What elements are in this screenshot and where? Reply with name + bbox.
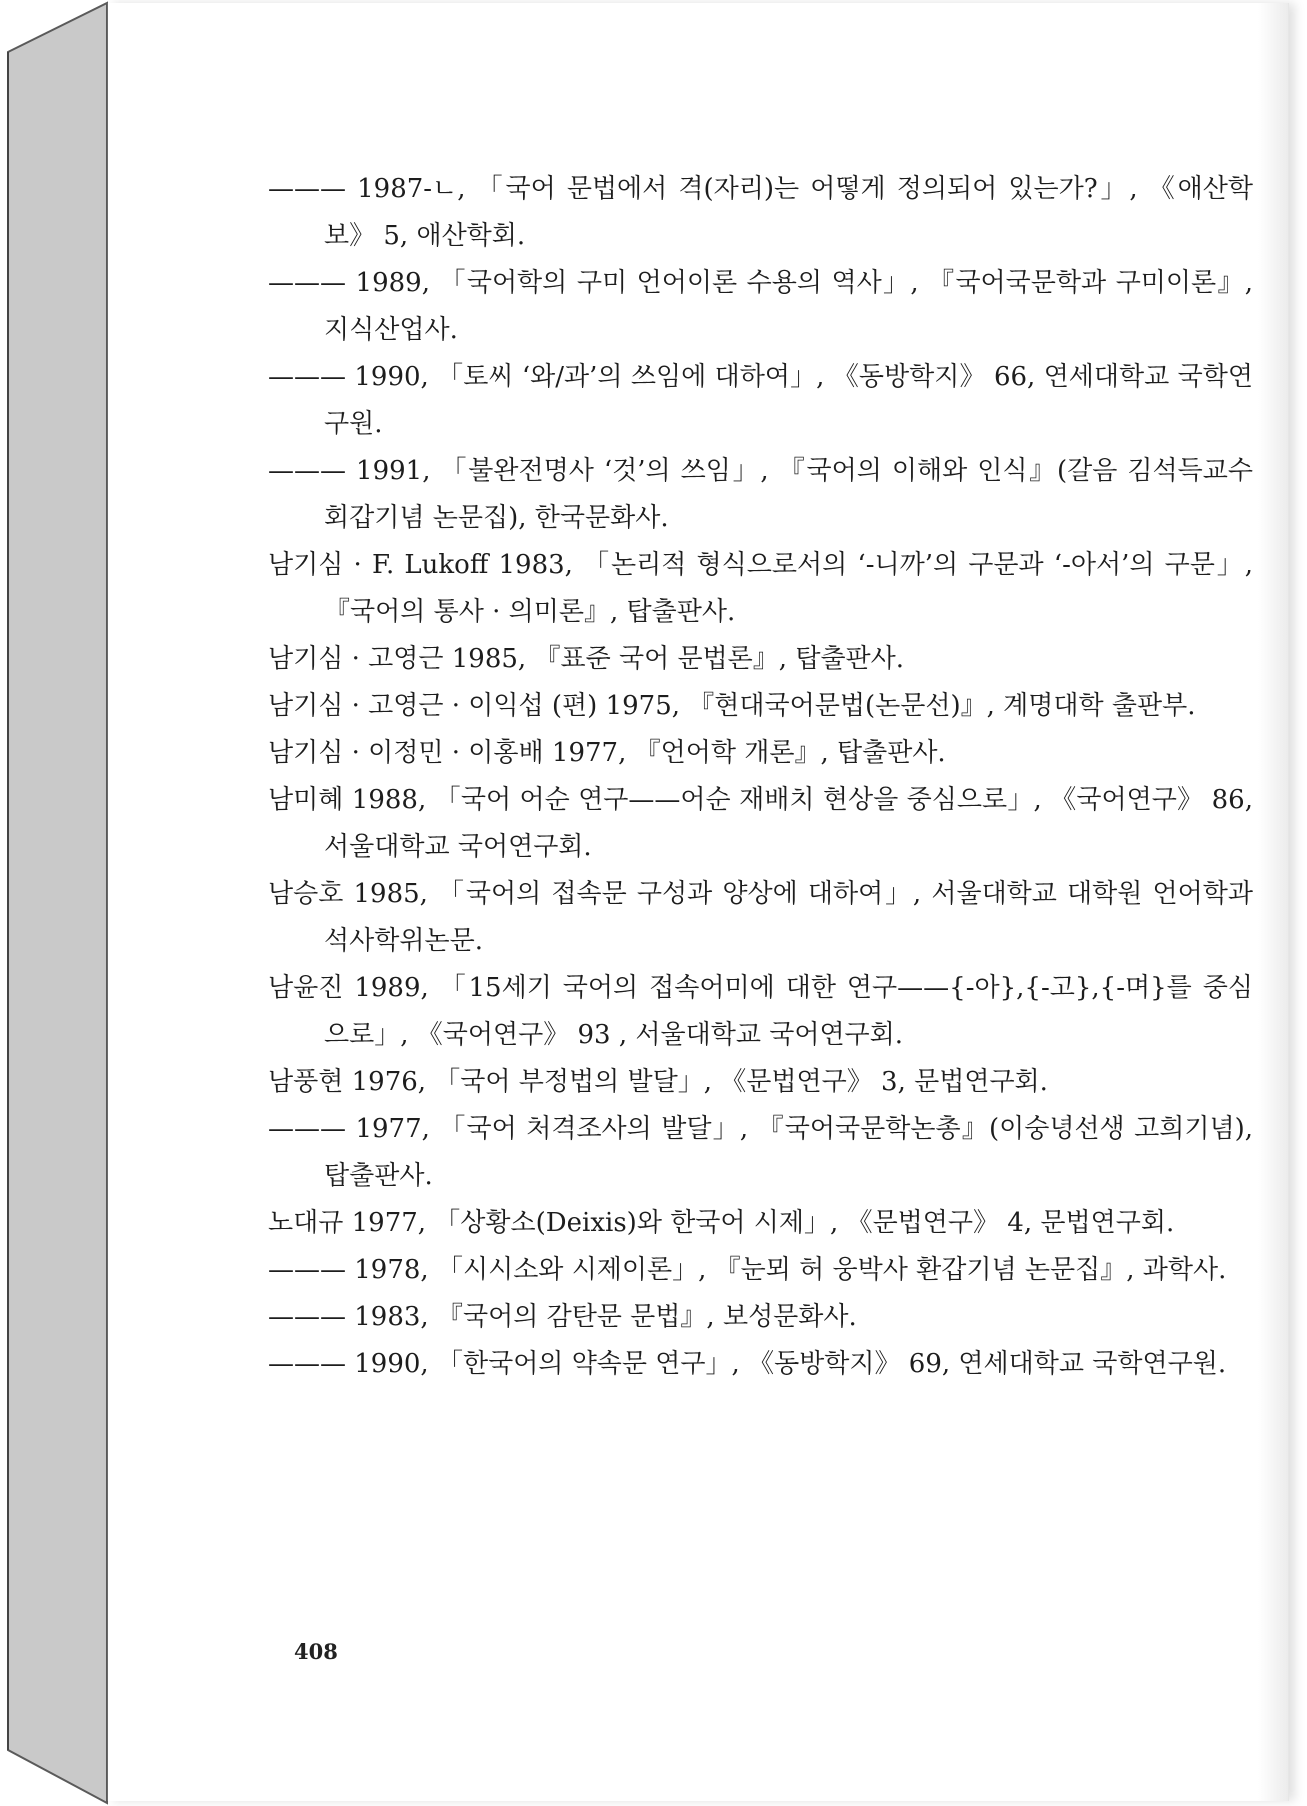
reference-entry: ——— 1987-ㄴ, 「국어 문법에서 격(자리)는 어떻게 정의되어 있는가?」, 《애산학보》 5, 애산학회. — [268, 174, 1253, 251]
page-number: 408 — [294, 1639, 338, 1664]
reference-entry: 남풍현 1976, 「국어 부정법의 발달」, 《문법연구》 3, 문법연구회. — [268, 1067, 1048, 1097]
book-page — [107, 3, 1289, 1801]
reference-entry: 노대규 1977, 「상황소(Deixis)와 한국어 시제」, 《문법연구》 4, 문법연구회. — [268, 1208, 1175, 1238]
reference-entry: ——— 1978, 「시시소와 시제이론」, 『눈뫼 허 웅박사 환갑기념 논문집』, 과학사. — [268, 1255, 1227, 1285]
page-shadow — [1258, 3, 1288, 1801]
reference-entry: ——— 1977, 「국어 처격조사의 발달」, 『국어국문학논총』(이숭녕선생 고희기념), 탑출판사. — [268, 1114, 1253, 1191]
reference-entry: 남윤진 1989, 「15세기 국어의 접속어미에 대한 연구——{-아},{-고},{-며}를 중심으로」, 《국어연구》 93 , 서울대학교 국어연구회. — [268, 973, 1253, 1050]
reference-entry: 남기심 · 이정민 · 이홍배 1977, 『언어학 개론』, 탑출판사. — [268, 738, 946, 768]
reference-entry: 남기심 · 고영근 · 이익섭 (편) 1975, 『현대국어문법(논문선)』, 계명대학 출판부. — [268, 691, 1196, 721]
reference-entry: 남미혜 1988, 「국어 어순 연구——어순 재배치 현상을 중심으로」, 《국어연구》 86, 서울대학교 국어연구회. — [268, 785, 1253, 862]
reference-entry: ——— 1983, 『국어의 감탄문 문법』, 보성문화사. — [268, 1302, 857, 1332]
reference-entry: 남기심 · 고영근 1985, 『표준 국어 문법론』, 탑출판사. — [268, 644, 905, 674]
reference-entry: ——— 1989, 「국어학의 구미 언어이론 수용의 역사」, 『국어국문학과 구미이론』, 지식산업사. — [268, 268, 1253, 345]
reference-entry: ——— 1991, 「불완전명사 ‘것’의 쓰임」, 『국어의 이해와 인식』(갈음 김석득교수 회갑기념 논문집), 한국문화사. — [268, 456, 1253, 533]
reference-entry: ——— 1990, 「한국어의 약속문 연구」, 《동방학지》 69, 연세대학교 국학연구원. — [268, 1349, 1227, 1379]
reference-list — [268, 166, 1253, 1388]
reference-entry: ——— 1990, 「토씨 ‘와/과’의 쓰임에 대하여」, 《동방학지》 66, 연세대학교 국학연구원. — [268, 362, 1253, 439]
reference-entry: 남기심 · F. Lukoff 1983, 「논리적 형식으로서의 ‘-니까’의 구문과 ‘-아서’의 구문」, 『국어의 통사 · 의미론』, 탑출판사. — [268, 550, 1253, 627]
reference-entry: 남승호 1985, 「국어의 접속문 구성과 양상에 대하여」, 서울대학교 대학원 언어학과 석사학위논문. — [268, 879, 1253, 956]
